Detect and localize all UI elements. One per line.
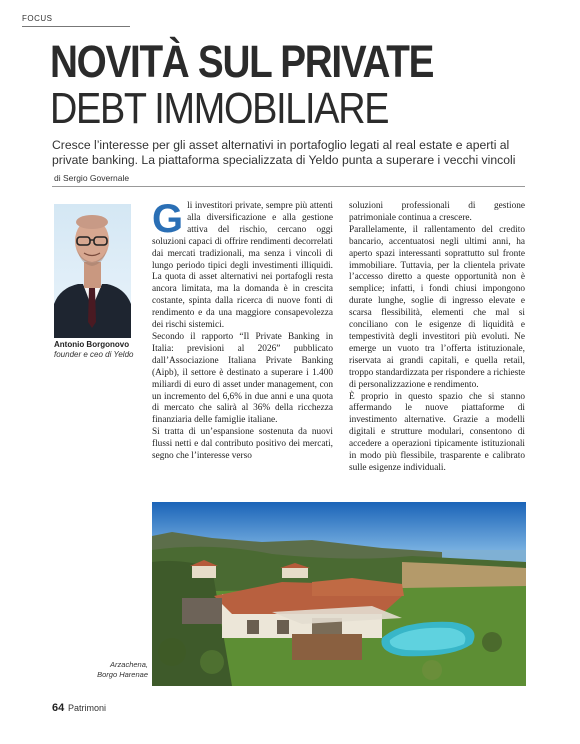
portrait-photo <box>54 204 131 338</box>
body-column-2 <box>349 201 525 475</box>
villa-photo <box>152 502 526 686</box>
section-label: FOCUS <box>22 14 53 23</box>
body-column-1 <box>152 197 333 463</box>
portrait-illustration <box>54 204 131 338</box>
title-line-2: DEBT IMMOBILIARE <box>50 84 389 133</box>
paragraph-2: Secondo il rapporto “Il Private Banking in Italia: previsioni al 2026” pubblicato dall’Associazione Italiana Private Banking (Aipb), il settore è destinato a superare i 1.400 miliardi di euro di asset under management, con un incremento del 6,6% in due anni e una quota di mercato che salirà al 36% della ricchezza finanziaria delle famiglie italiane. <box>152 331 333 426</box>
photo-caption: Arzachena, Borgo Harenae <box>97 660 148 679</box>
section-rule <box>22 26 130 27</box>
paragraph-1: li investitori private, sempre più attenti alla diversificazione e alla gestione attiva del rischio, cercano oggi soluzioni capaci di offrire rendimenti decorrelati dai mercati tradizionali, ma senza i vincoli di lungo periodo tipici degli investimenti illiquidi. La quota di asset alternativi nei portafogli resta ancora limitata, ma la domanda è in crescita costante, spinta dalla ricerca di nuove fonti di rendimento e da una maggiore consapevolezza dei rischi sistemici. <box>152 201 333 331</box>
article-byline: di Sergio Governale <box>54 173 130 183</box>
magazine-name: Patrimoni <box>68 703 107 713</box>
page-number: 64 <box>52 702 65 714</box>
paragraph-6: È proprio in questo spazio che si stanno affermando le nuove piattaforme di investimento alternative. Grazie a modelli digitali e strutture modulari, consentono di accedere a operazioni tipicamente istituzionali in modo più flessibile, trasparente e calibrato sulle esigenze individuali. <box>349 391 525 473</box>
byline-rule <box>52 186 525 187</box>
paragraph-intro <box>152 197 333 332</box>
paragraph-4: soluzioni professionali di gestione patrimoniale continua a crescere. <box>349 201 525 223</box>
article-subtitle: Cresce l’interesse per gli asset alternativi in portafoglio legati al real estate e aperti al private banking. La piattaforma specializzata di Yeldo punta a superare i vecchi vincoli <box>52 138 516 167</box>
portrait-name: Antonio Borgonovo <box>54 340 130 349</box>
title-line-1: NOVITÀ SUL PRIVATE <box>50 36 434 87</box>
villa-illustration <box>152 502 526 686</box>
portrait-role: founder e ceo di Yeldo <box>54 350 134 359</box>
paragraph-3: Si tratta di un’espansione sostenuta da nuovi flussi netti e dal contributo positivo dei mercati, segno che l’interesse verso <box>152 427 333 462</box>
drop-cap: G <box>152 197 184 241</box>
paragraph-5: Parallelamente, il rallentamento del credito bancario, accentuatosi negli ultimi anni, ha aperto spazi interessanti soprattutto sul fronte immobiliare. Tuttavia, per la clientela private l’accesso diretto a queste opportunità non è semplice; infatti, i fondi chiusi impongono durate lunghe, soglie di ingresso elevate e scarsa flessibilità, elementi che mal si conciliano con le esigenze di liquidità e tempestività degli investitori più evoluti. Ne emerge un vuoto tra l’offerta istituzionale, riservata ai grandi capitali, e quella retail, troppo standardizzata per rispondere a richieste di personalizzazione e rendimento. <box>349 224 525 390</box>
